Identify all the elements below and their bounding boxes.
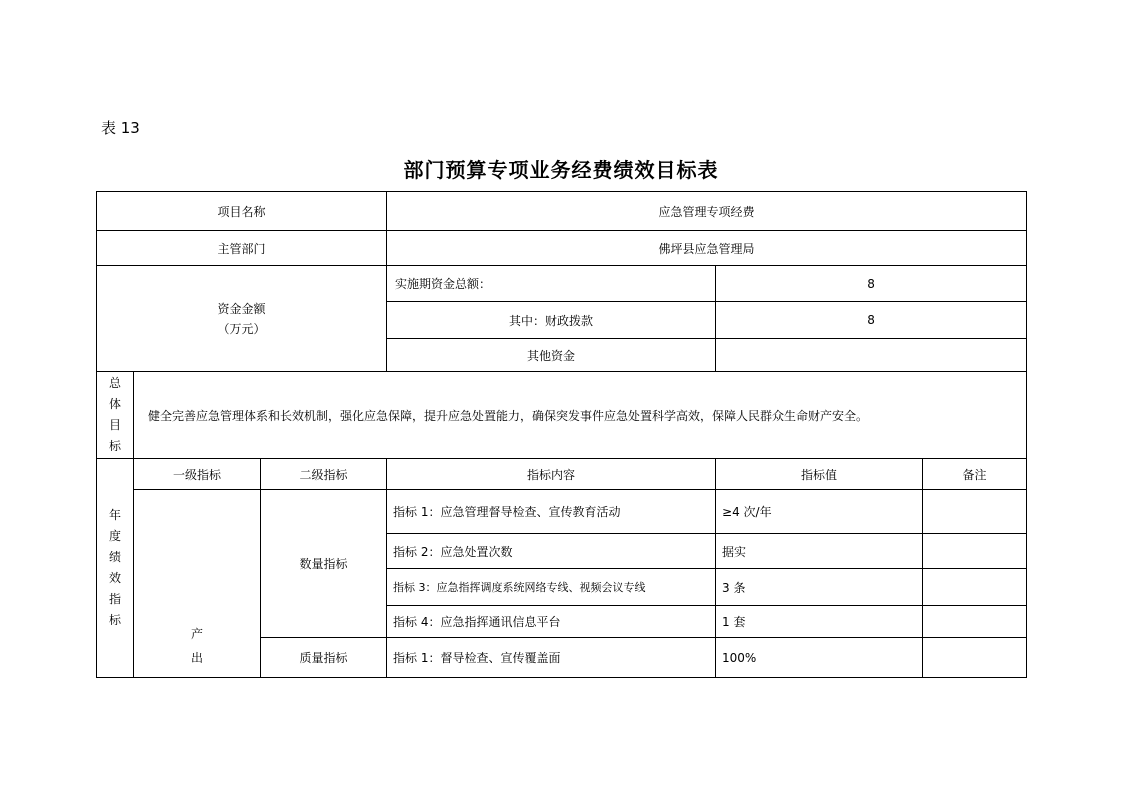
indicator-content: 指标 3：应急指挥调度系统网络专线、视频会议专线 xyxy=(387,569,716,606)
funding-total-value: 8 xyxy=(716,266,1027,302)
indicator-remark xyxy=(923,638,1027,678)
annual-label-char: 指 xyxy=(108,592,121,606)
header-level2: 二级指标 xyxy=(261,459,387,490)
level2-quantity: 数量指标 xyxy=(261,490,387,638)
table-row xyxy=(97,490,1027,534)
annual-indicator-label xyxy=(97,459,134,678)
department-row xyxy=(97,231,1027,266)
overall-goal-label xyxy=(97,372,134,459)
annual-label-char: 绩 xyxy=(108,550,121,564)
funding-other-value xyxy=(716,339,1027,372)
indicator-value: 3 条 xyxy=(716,569,923,606)
indicator-value: ≥4 次/年 xyxy=(716,490,923,534)
overall-goal-text: 健全完善应急管理体系和长效机制，强化应急保障，提升应急处置能力，确保突发事件应急处置科学高效，保障人民群众生命财产安全。 xyxy=(134,372,1027,459)
overall-goal-char: 总 xyxy=(108,376,121,390)
indicator-content: 指标 2：应急处置次数 xyxy=(387,534,716,569)
project-name-row xyxy=(97,192,1027,231)
funding-label-line1: 资金金额 xyxy=(217,301,266,316)
header-remark: 备注 xyxy=(923,459,1027,490)
header-content: 指标内容 xyxy=(387,459,716,490)
annual-label-char: 标 xyxy=(108,613,121,627)
overall-goal-row xyxy=(97,372,1027,459)
indicator-remark xyxy=(923,569,1027,606)
funding-other-label: 其他资金 xyxy=(387,339,716,372)
annual-label-char: 度 xyxy=(108,529,121,543)
overall-goal-char: 体 xyxy=(108,397,121,411)
funding-label-line2: （万元） xyxy=(217,321,266,336)
indicator-header-row xyxy=(97,459,1027,490)
department-value: 佛坪县应急管理局 xyxy=(387,231,1027,266)
table-number: 表 13 xyxy=(101,119,140,137)
indicator-content: 指标 4：应急指挥通讯信息平台 xyxy=(387,606,716,638)
header-level1: 一级指标 xyxy=(134,459,261,490)
project-name-label: 项目名称 xyxy=(97,192,387,231)
document-title: 部门预算专项业务经费绩效目标表 xyxy=(403,158,719,182)
annual-label-char: 年 xyxy=(108,508,121,522)
indicator-content: 指标 1：应急管理督导检查、宣传教育活动 xyxy=(387,490,716,534)
department-label: 主管部门 xyxy=(97,231,387,266)
indicator-value: 据实 xyxy=(716,534,923,569)
indicator-remark xyxy=(923,490,1027,534)
indicator-remark xyxy=(923,534,1027,569)
indicator-remark xyxy=(923,606,1027,638)
indicator-content: 指标 1：督导检查、宣传覆盖面 xyxy=(387,638,716,678)
indicator-value: 1 套 xyxy=(716,606,923,638)
overall-goal-char: 目 xyxy=(108,418,121,432)
level1-output xyxy=(134,490,261,678)
funding-label xyxy=(97,266,387,372)
funding-fiscal-value: 8 xyxy=(716,302,1027,339)
annual-label-char: 效 xyxy=(108,571,121,585)
project-name-value: 应急管理专项经费 xyxy=(387,192,1027,231)
funding-fiscal-label: 其中：财政拨款 xyxy=(387,302,716,339)
header-value: 指标值 xyxy=(716,459,923,490)
performance-target-table xyxy=(96,191,1027,678)
level1-char: 出 xyxy=(190,651,203,665)
level2-quality: 质量指标 xyxy=(261,638,387,678)
funding-total-row xyxy=(97,266,1027,302)
overall-goal-char: 标 xyxy=(108,439,121,453)
level1-char: 产 xyxy=(190,627,203,641)
indicator-value: 100% xyxy=(716,638,923,678)
funding-total-label: 实施期资金总额： xyxy=(387,266,716,302)
